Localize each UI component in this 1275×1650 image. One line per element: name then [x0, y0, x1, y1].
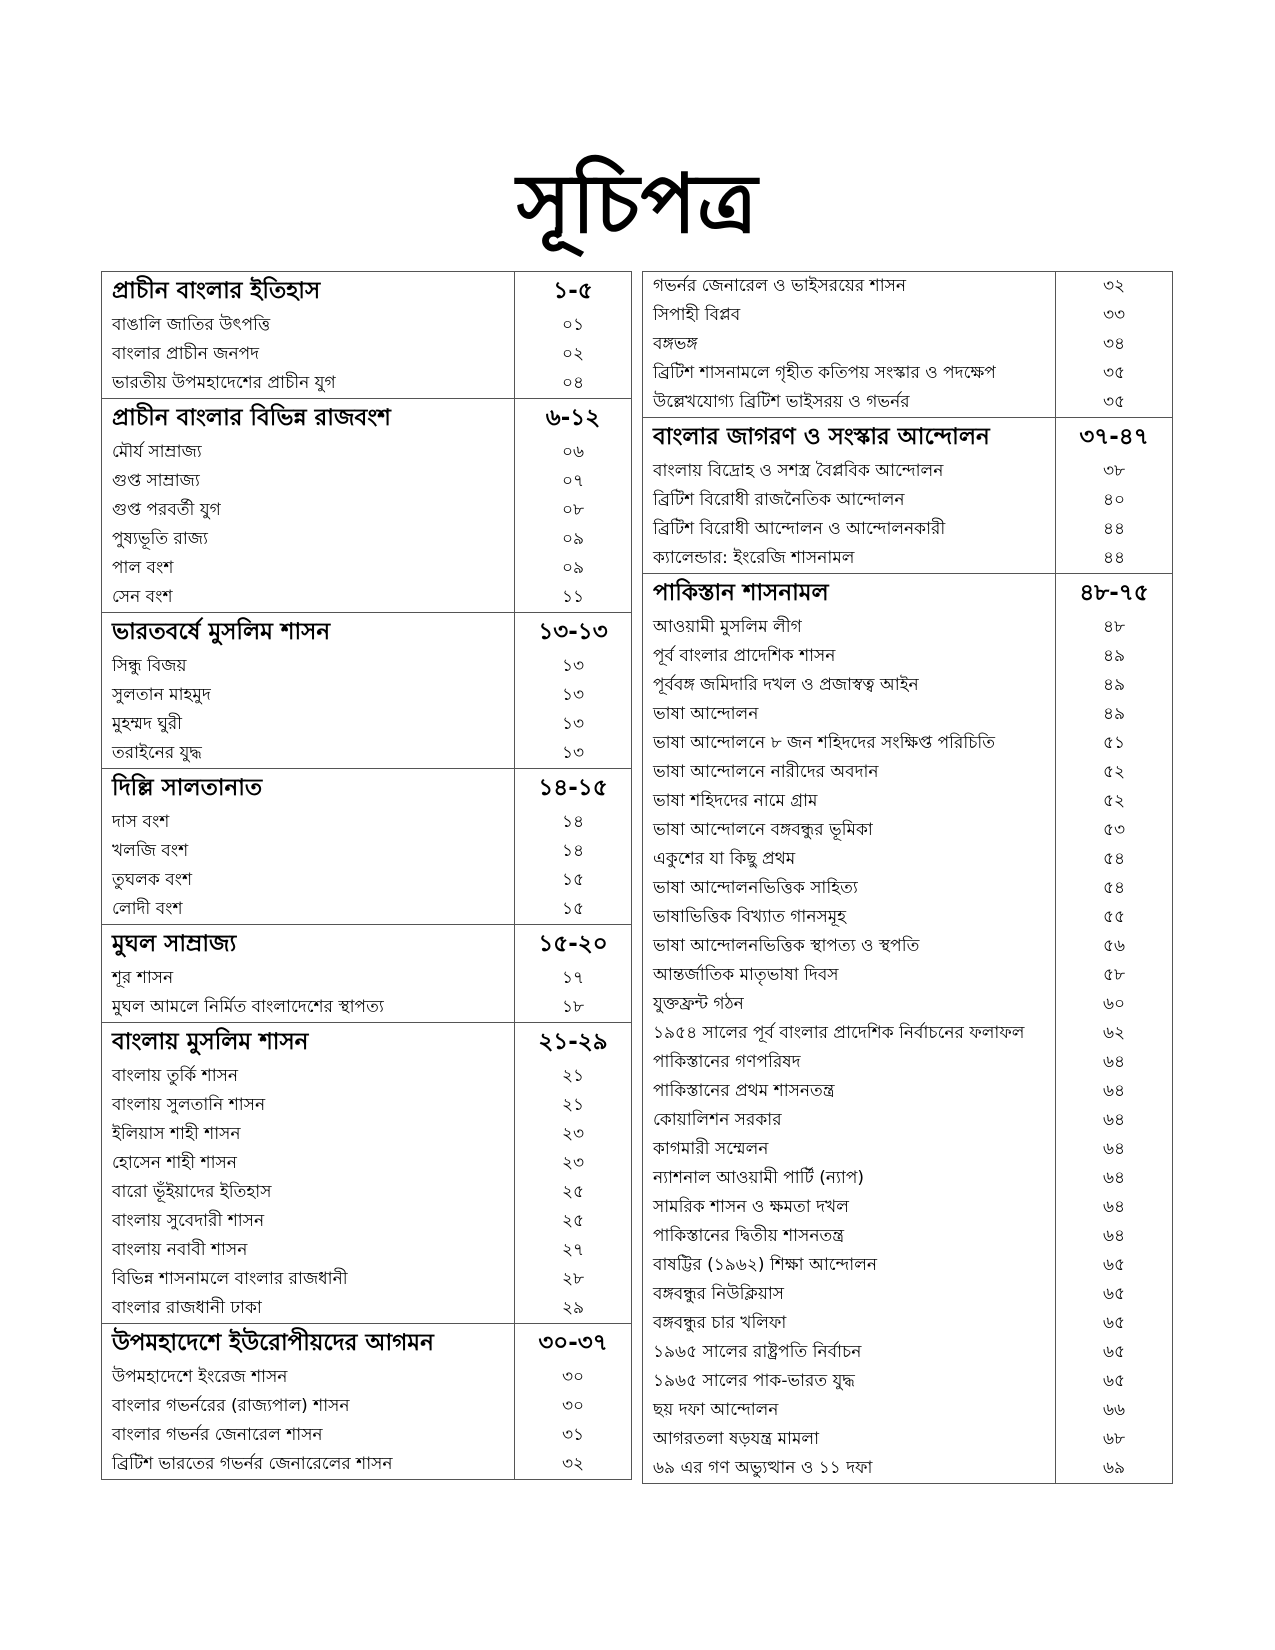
toc-entry	[643, 671, 1173, 700]
toc-entry	[643, 1338, 1173, 1367]
entry-title: ভাষা আন্দোলনে নারীদের অবদান	[643, 758, 1056, 787]
entry-page: ০৯	[515, 554, 632, 583]
toc-entry	[102, 1120, 632, 1149]
entry-page: ২১	[515, 1091, 632, 1120]
entry-title: ভাষা আন্দোলনে বঙ্গবন্ধুর ভূমিকা	[643, 816, 1056, 845]
toc-entry	[643, 1309, 1173, 1338]
toc-entry	[643, 1106, 1173, 1135]
toc-entry	[102, 652, 632, 681]
section-page-range: ১৪-১৫	[515, 769, 632, 809]
section-header	[102, 1324, 632, 1364]
entry-title: বঙ্গবন্ধুর চার খলিফা	[643, 1309, 1056, 1338]
entry-title: ১৯৬৫ সালের পাক-ভারত যুদ্ধ	[643, 1367, 1056, 1396]
entry-title: বাংলায় বিদ্রোহ ও সশস্ত্র বৈপ্লবিক আন্দোলন	[643, 457, 1056, 486]
toc-entry	[643, 758, 1173, 787]
toc-entry	[643, 700, 1173, 729]
toc-entry	[102, 681, 632, 710]
entry-page: ১৭	[515, 964, 632, 993]
entry-page: ২৮	[515, 1265, 632, 1294]
entry-page: ২১	[515, 1062, 632, 1091]
entry-title: বাংলার গভর্নরের (রাজ্যপাল) শাসন	[102, 1392, 515, 1421]
entry-page: ২৩	[515, 1149, 632, 1178]
toc-entry	[102, 467, 632, 496]
entry-page: ১৩	[515, 652, 632, 681]
toc-entry	[102, 808, 632, 837]
toc-entry	[643, 544, 1173, 574]
section-title: বাংলায় মুসলিম শাসন	[102, 1023, 515, 1063]
section-page-range: ৪৮-৭৫	[1056, 574, 1173, 614]
entry-title: বাঙালি জাতির উৎপত্তি	[102, 311, 515, 340]
toc-entry	[102, 1421, 632, 1450]
entry-title: ৬৯ এর গণ অভ্যুত্থান ও ১১ দফা	[643, 1454, 1056, 1484]
entry-page: ৬৪	[1056, 1048, 1173, 1077]
entry-title: আগরতলা ষড়যন্ত্র মামলা	[643, 1425, 1056, 1454]
section-title: পাকিস্তান শাসনামল	[643, 574, 1056, 614]
entry-page: ৬৪	[1056, 1106, 1173, 1135]
entry-title: পাকিস্তানের দ্বিতীয় শাসনতন্ত্র	[643, 1222, 1056, 1251]
entry-title: ভাষা আন্দোলনভিত্তিক সাহিত্য	[643, 874, 1056, 903]
toc-entry	[102, 1207, 632, 1236]
entry-title: ১৯৫৪ সালের পূর্ব বাংলার প্রাদেশিক নির্বাচনের ফলাফল	[643, 1019, 1056, 1048]
toc-entry	[643, 1425, 1173, 1454]
entry-page: ৬৫	[1056, 1309, 1173, 1338]
entry-page: ২৭	[515, 1236, 632, 1265]
toc-entry	[643, 816, 1173, 845]
entry-page: ৬২	[1056, 1019, 1173, 1048]
toc-entry	[643, 1222, 1173, 1251]
entry-page: ৩০	[515, 1363, 632, 1392]
toc-entry	[102, 1091, 632, 1120]
toc-entry	[102, 1363, 632, 1392]
toc-entry	[643, 1454, 1173, 1484]
toc-entry	[643, 961, 1173, 990]
entry-page: ৬৫	[1056, 1251, 1173, 1280]
toc-entry	[102, 1236, 632, 1265]
entry-page: ৪৪	[1056, 544, 1173, 574]
entry-title: ন্যাশনাল আওয়ামী পার্টি (ন্যাপ)	[643, 1164, 1056, 1193]
entry-title: ভারতীয় উপমহাদেশের প্রাচীন যুগ	[102, 369, 515, 399]
entry-title: বঙ্গভঙ্গ	[643, 330, 1056, 359]
toc-entry	[643, 457, 1173, 486]
entry-title: পাকিস্তানের প্রথম শাসনতন্ত্র	[643, 1077, 1056, 1106]
entry-title: সিপাহী বিপ্লব	[643, 301, 1056, 330]
entry-page: ১৫	[515, 895, 632, 925]
toc-entry	[643, 1048, 1173, 1077]
entry-title: উল্লেখযোগ্য ব্রিটিশ ভাইসরয় ও গভর্নর	[643, 388, 1056, 418]
entry-page: ০৯	[515, 525, 632, 554]
entry-title: সিন্ধু বিজয়	[102, 652, 515, 681]
entry-page: ২৩	[515, 1120, 632, 1149]
toc-entry	[102, 496, 632, 525]
entry-title: বারো ভূঁইয়াদের ইতিহাস	[102, 1178, 515, 1207]
entry-title: গুপ্ত সাম্রাজ্য	[102, 467, 515, 496]
entry-title: যুক্তফ্রন্ট গঠন	[643, 990, 1056, 1019]
toc-entry	[102, 964, 632, 993]
section-title: ভারতবর্ষে মুসলিম শাসন	[102, 613, 515, 653]
toc-entry	[643, 729, 1173, 758]
section-page-range: ৩০-৩৭	[515, 1324, 632, 1364]
entry-page: ৬০	[1056, 990, 1173, 1019]
entry-title: মুহম্মদ ঘুরী	[102, 710, 515, 739]
toc-entry	[102, 438, 632, 467]
entry-title: ক্যালেন্ডার: ইংরেজি শাসনামল	[643, 544, 1056, 574]
entry-page: ৪০	[1056, 486, 1173, 515]
toc-entry	[643, 787, 1173, 816]
entry-title: ব্রিটিশ শাসনামলে গৃহীত কতিপয় সংস্কার ও পদক্ষেপ	[643, 359, 1056, 388]
toc-entry	[643, 874, 1173, 903]
toc-entry	[643, 1280, 1173, 1309]
entry-page: ৬৫	[1056, 1367, 1173, 1396]
entry-title: গভর্নর জেনারেল ও ভাইসরয়ের শাসন	[643, 272, 1056, 302]
entry-title: বঙ্গবন্ধুর নিউক্লিয়াস	[643, 1280, 1056, 1309]
toc-entry	[643, 1164, 1173, 1193]
entry-page: ৫১	[1056, 729, 1173, 758]
entry-title: পূর্ব বাংলার প্রাদেশিক শাসন	[643, 642, 1056, 671]
entry-page: ৬৪	[1056, 1077, 1173, 1106]
entry-page: ৪৮	[1056, 613, 1173, 642]
entry-page: ৫৪	[1056, 845, 1173, 874]
entry-page: ৬৫	[1056, 1280, 1173, 1309]
entry-page: ৩৫	[1056, 359, 1173, 388]
entry-page: ৫৮	[1056, 961, 1173, 990]
section-title: দিল্লি সালতানাত	[102, 769, 515, 809]
entry-title: বাংলায় নবাবী শাসন	[102, 1236, 515, 1265]
entry-page: ৪৪	[1056, 515, 1173, 544]
entry-page: ৩০	[515, 1392, 632, 1421]
section-header	[102, 769, 632, 809]
toc-entry	[643, 359, 1173, 388]
entry-page: ৬৫	[1056, 1338, 1173, 1367]
entry-title: বাংলার গভর্নর জেনারেল শাসন	[102, 1421, 515, 1450]
entry-page: ২৯	[515, 1294, 632, 1324]
toc-entry	[643, 903, 1173, 932]
section-header	[102, 272, 632, 312]
entry-title: কাগমারী সম্মেলন	[643, 1135, 1056, 1164]
entry-page: ৩৩	[1056, 301, 1173, 330]
toc-entry	[102, 866, 632, 895]
entry-page: ০৭	[515, 467, 632, 496]
entry-page: ৬৯	[1056, 1454, 1173, 1484]
section-title: মুঘল সাম্রাজ্য	[102, 925, 515, 965]
section-header	[643, 418, 1173, 458]
entry-page: ১৩	[515, 710, 632, 739]
entry-page: ৫৬	[1056, 932, 1173, 961]
entry-title: মৌর্য সাম্রাজ্য	[102, 438, 515, 467]
entry-page: ৪৯	[1056, 642, 1173, 671]
section-title: বাংলার জাগরণ ও সংস্কার আন্দোলন	[643, 418, 1056, 458]
entry-title: দাস বংশ	[102, 808, 515, 837]
toc-entry	[643, 1396, 1173, 1425]
toc-entry	[102, 739, 632, 769]
entry-title: ভাষা শহিদদের নামে গ্রাম	[643, 787, 1056, 816]
entry-page: ৫২	[1056, 758, 1173, 787]
entry-title: ১৯৬৫ সালের রাষ্ট্রপতি নির্বাচন	[643, 1338, 1056, 1367]
toc-entry	[643, 1367, 1173, 1396]
entry-title: বাংলায় সুলতানি শাসন	[102, 1091, 515, 1120]
toc-entry	[643, 1193, 1173, 1222]
entry-title: ভাষা আন্দোলনভিত্তিক স্থাপত্য ও স্থপতি	[643, 932, 1056, 961]
entry-title: খলজি বংশ	[102, 837, 515, 866]
entry-page: ১৪	[515, 837, 632, 866]
section-title: প্রাচীন বাংলার ইতিহাস	[102, 272, 515, 312]
toc-entry	[643, 388, 1173, 418]
toc-entry	[643, 990, 1173, 1019]
entry-page: ৬৬	[1056, 1396, 1173, 1425]
entry-page: ৫৩	[1056, 816, 1173, 845]
entry-page: ৩৫	[1056, 388, 1173, 418]
toc-entry	[102, 583, 632, 613]
toc-entry	[643, 272, 1173, 302]
entry-page: ৩৪	[1056, 330, 1173, 359]
section-title: প্রাচীন বাংলার বিভিন্ন রাজবংশ	[102, 399, 515, 439]
entry-page: ০৪	[515, 369, 632, 399]
toc-entry	[102, 993, 632, 1023]
entry-page: ১৩	[515, 739, 632, 769]
section-page-range: ১-৫	[515, 272, 632, 312]
entry-page: ২৫	[515, 1178, 632, 1207]
entry-page: ৫২	[1056, 787, 1173, 816]
entry-title: ইলিয়াস শাহী শাসন	[102, 1120, 515, 1149]
entry-page: ০৬	[515, 438, 632, 467]
toc-entry	[102, 710, 632, 739]
toc-entry	[643, 1019, 1173, 1048]
entry-page: ৪৯	[1056, 671, 1173, 700]
toc-entry	[643, 613, 1173, 642]
toc-entry	[102, 1294, 632, 1324]
entry-title: আওয়ামী মুসলিম লীগ	[643, 613, 1056, 642]
toc-entry	[643, 932, 1173, 961]
section-page-range: ৩৭-৪৭	[1056, 418, 1173, 458]
section-page-range: ১৫-২০	[515, 925, 632, 965]
entry-title: বাংলার প্রাচীন জনপদ	[102, 340, 515, 369]
entry-page: ১৮	[515, 993, 632, 1023]
entry-page: ৩১	[515, 1421, 632, 1450]
entry-page: ১৫	[515, 866, 632, 895]
toc-table-right	[642, 271, 1173, 1484]
entry-title: শূর শাসন	[102, 964, 515, 993]
toc-entry	[102, 1178, 632, 1207]
entry-page: ৩২	[515, 1450, 632, 1480]
toc-entry	[102, 1265, 632, 1294]
entry-page: ৬৪	[1056, 1164, 1173, 1193]
entry-title: ব্রিটিশ বিরোধী রাজনৈতিক আন্দোলন	[643, 486, 1056, 515]
toc-entry	[102, 369, 632, 399]
entry-page: ০৮	[515, 496, 632, 525]
entry-page: ৫৫	[1056, 903, 1173, 932]
entry-title: ব্রিটিশ বিরোধী আন্দোলন ও আন্দোলনকারী	[643, 515, 1056, 544]
entry-page: ৬৪	[1056, 1222, 1173, 1251]
entry-title: আন্তর্জাতিক মাতৃভাষা দিবস	[643, 961, 1056, 990]
entry-page: ৩২	[1056, 272, 1173, 302]
toc-entry	[643, 486, 1173, 515]
entry-page: ১১	[515, 583, 632, 613]
section-header	[102, 399, 632, 439]
entry-page: ৬৪	[1056, 1135, 1173, 1164]
toc-entry	[102, 1392, 632, 1421]
entry-title: বাংলার রাজধানী ঢাকা	[102, 1294, 515, 1324]
toc-entry	[102, 1149, 632, 1178]
entry-title: ভাষা আন্দোলনে ৮ জন শহিদদের সংক্ষিপ্ত পরিচিতি	[643, 729, 1056, 758]
entry-title: পুষ্যভূতি রাজ্য	[102, 525, 515, 554]
entry-title: তুঘলক বংশ	[102, 866, 515, 895]
toc-entry	[643, 1251, 1173, 1280]
entry-title: সুলতান মাহমুদ	[102, 681, 515, 710]
entry-title: গুপ্ত পরবর্তী যুগ	[102, 496, 515, 525]
entry-title: তরাইনের যুদ্ধ	[102, 739, 515, 769]
entry-page: ০২	[515, 340, 632, 369]
entry-title: পাল বংশ	[102, 554, 515, 583]
entry-page: ১৪	[515, 808, 632, 837]
entry-page: ৬৪	[1056, 1193, 1173, 1222]
entry-title: পাকিস্তানের গণপরিষদ	[643, 1048, 1056, 1077]
entry-title: ব্রিটিশ ভারতের গভর্নর জেনারেলের শাসন	[102, 1450, 515, 1480]
entry-page: ১৩	[515, 681, 632, 710]
section-page-range: ১৩-১৩	[515, 613, 632, 653]
entry-title: একুশের যা কিছু প্রথম	[643, 845, 1056, 874]
toc-entry	[102, 554, 632, 583]
section-header	[102, 613, 632, 653]
entry-title: হোসেন শাহী শাসন	[102, 1149, 515, 1178]
toc-table-left	[101, 271, 632, 1480]
section-title: উপমহাদেশে ইউরোপীয়দের আগমন	[102, 1324, 515, 1364]
entry-title: সেন বংশ	[102, 583, 515, 613]
toc-entry	[102, 1450, 632, 1480]
toc-entry	[102, 895, 632, 925]
section-header	[102, 925, 632, 965]
toc-entry	[102, 837, 632, 866]
entry-page: ৪৯	[1056, 700, 1173, 729]
entry-title: মুঘল আমলে নির্মিত বাংলাদেশের স্থাপত্য	[102, 993, 515, 1023]
entry-page: ২৫	[515, 1207, 632, 1236]
entry-title: সামরিক শাসন ও ক্ষমতা দখল	[643, 1193, 1056, 1222]
section-header	[643, 574, 1173, 614]
entry-title: বাংলায় তুর্কি শাসন	[102, 1062, 515, 1091]
entry-page: ৩৮	[1056, 457, 1173, 486]
entry-title: বাষট্টির (১৯৬২) শিক্ষা আন্দোলন	[643, 1251, 1056, 1280]
entry-title: বাংলায় সুবেদারী শাসন	[102, 1207, 515, 1236]
toc-entry	[643, 515, 1173, 544]
toc-entry	[643, 642, 1173, 671]
entry-title: উপমহাদেশে ইংরেজ শাসন	[102, 1363, 515, 1392]
entry-title: ভাষাভিত্তিক বিখ্যাত গানসমূহ	[643, 903, 1056, 932]
toc-entry	[643, 1135, 1173, 1164]
entry-title: বিভিন্ন শাসনামলে বাংলার রাজধানী	[102, 1265, 515, 1294]
toc-entry	[643, 845, 1173, 874]
page-title: সূচিপত্র	[516, 157, 759, 252]
toc-entry	[643, 1077, 1173, 1106]
entry-title: ভাষা আন্দোলন	[643, 700, 1056, 729]
toc-entry	[102, 525, 632, 554]
section-header	[102, 1023, 632, 1063]
toc-entry	[102, 340, 632, 369]
section-page-range: ৬-১২	[515, 399, 632, 439]
entry-page: ০১	[515, 311, 632, 340]
entry-title: কোয়ালিশন সরকার	[643, 1106, 1056, 1135]
toc-entry	[102, 311, 632, 340]
entry-title: পূর্ববঙ্গ জমিদারি দখল ও প্রজাস্বত্ব আইন	[643, 671, 1056, 700]
entry-title: লোদী বংশ	[102, 895, 515, 925]
toc-entry	[643, 330, 1173, 359]
toc-entry	[643, 301, 1173, 330]
entry-page: ৬৮	[1056, 1425, 1173, 1454]
entry-title: ছয় দফা আন্দোলন	[643, 1396, 1056, 1425]
section-page-range: ২১-২৯	[515, 1023, 632, 1063]
toc-entry	[102, 1062, 632, 1091]
entry-page: ৫৪	[1056, 874, 1173, 903]
